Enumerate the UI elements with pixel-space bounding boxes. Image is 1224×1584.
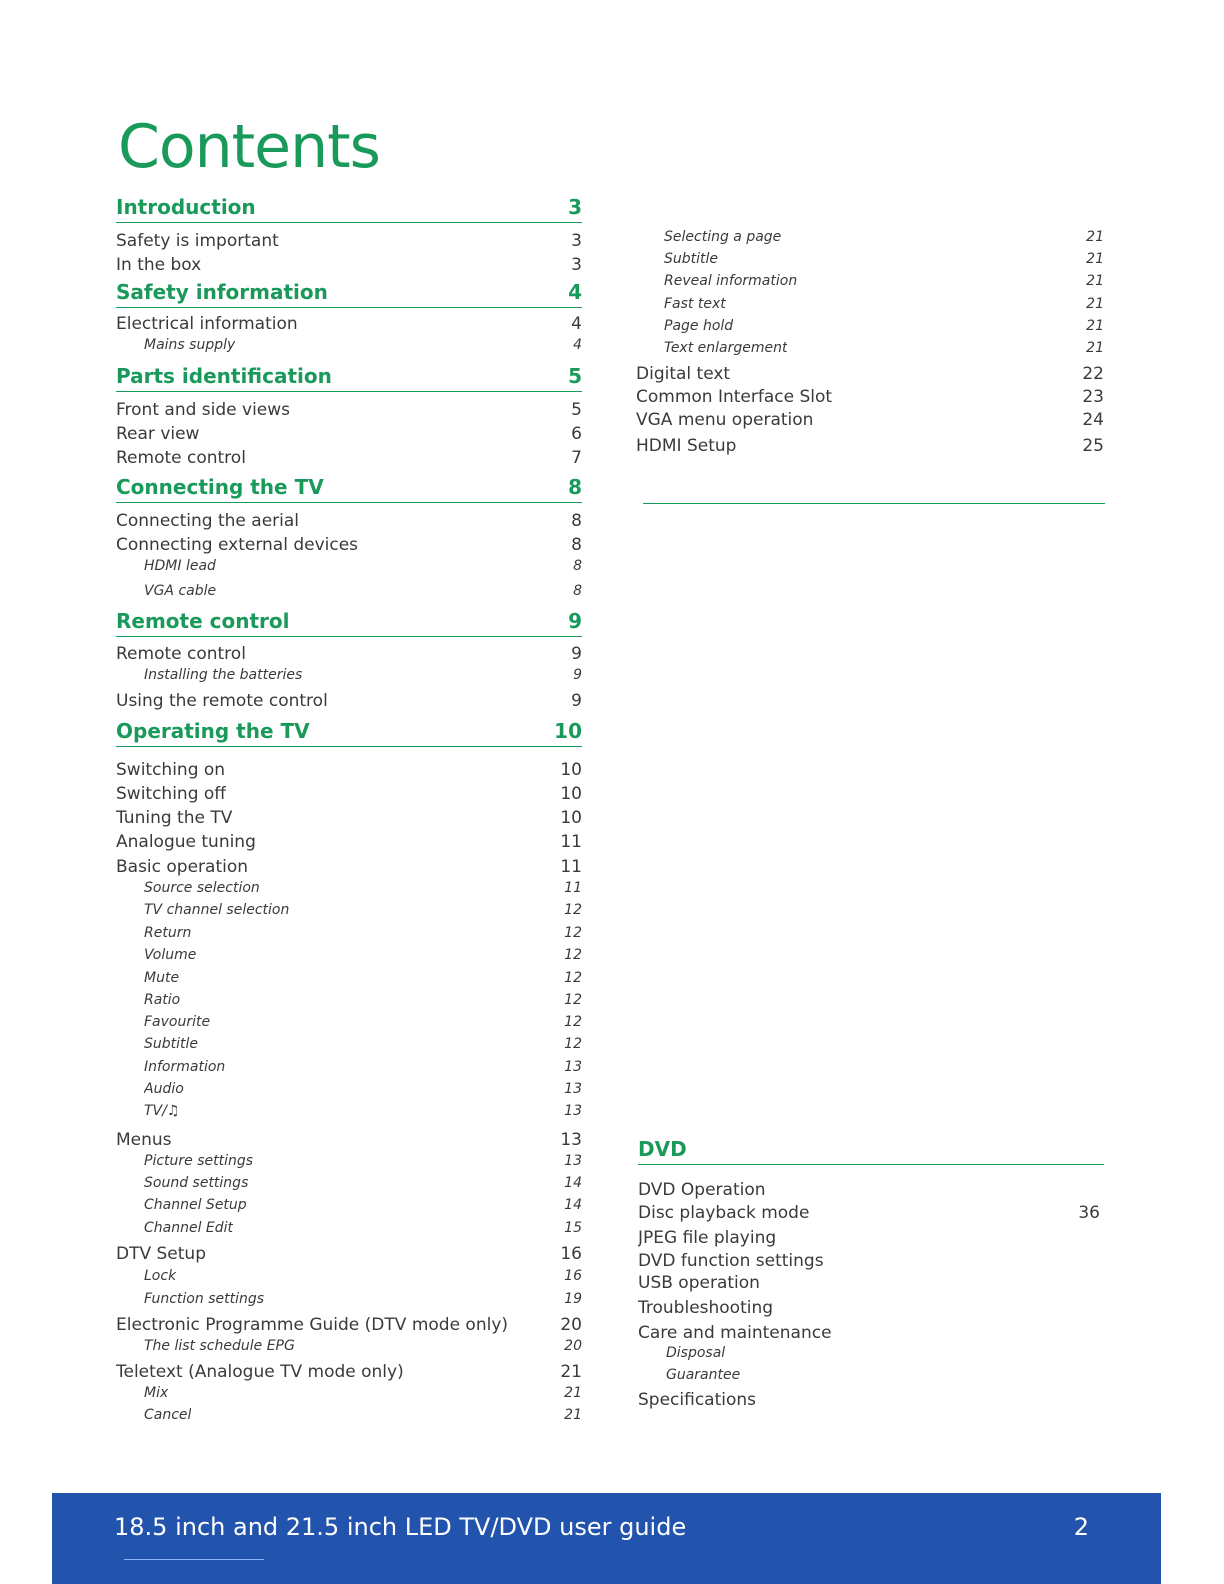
toc-entry-label: Channel Setup	[144, 1197, 247, 1213]
toc-entry[interactable]	[116, 400, 582, 420]
toc-entry-label: Rear view	[116, 424, 200, 444]
toc-entry-label: Subtitle	[664, 251, 719, 267]
toc-entry-page: 12	[564, 1014, 582, 1030]
toc-entry-label: Electronic Programme Guide (DTV mode only)	[116, 1315, 509, 1335]
toc-entry-page: 16	[564, 1268, 582, 1284]
toc-entry-page: 21	[1086, 296, 1104, 312]
footer-title: 18.5 inch and 21.5 inch LED TV/DVD user guide	[114, 1513, 687, 1541]
toc-entry-label: Remote control	[116, 644, 246, 664]
toc-entry-label: DVD function settings	[638, 1251, 824, 1271]
toc-entry-page: 3	[571, 231, 582, 251]
toc-entry-page: 14	[564, 1197, 582, 1213]
toc-entry-page: 19	[564, 1291, 582, 1307]
toc-entry-label: HDMI Setup	[636, 436, 737, 456]
toc-entry-label: Disposal	[666, 1345, 726, 1361]
toc-entry-page: 5	[571, 400, 582, 420]
toc-entry-label: Parts identification	[116, 364, 332, 388]
toc-entry-label: Ratio	[144, 992, 181, 1008]
toc-entry-label: Tuning the TV	[116, 808, 233, 828]
toc-entry-label: Electrical information	[116, 314, 298, 334]
toc-entry-page: 22	[1082, 364, 1104, 384]
toc-subentry[interactable]	[116, 1220, 582, 1236]
toc-subentry[interactable]	[116, 1268, 582, 1284]
toc-entry-label: HDMI lead	[144, 558, 216, 574]
toc-entry-label: In the box	[116, 255, 202, 275]
toc-entry-page: 24	[1082, 410, 1104, 430]
toc-entry-label: JPEG file playing	[638, 1228, 777, 1248]
toc-entry-label: USB operation	[638, 1273, 760, 1293]
toc-entry-page: 8	[571, 535, 582, 555]
toc-entry[interactable]	[636, 387, 1104, 407]
toc-subentry[interactable]	[636, 251, 1104, 267]
footer-link-underline	[124, 1559, 264, 1560]
toc-subentry[interactable]	[116, 1175, 582, 1191]
toc-entry-page: 12	[564, 947, 582, 963]
toc-entry-page: 11	[560, 857, 582, 877]
toc-subentry[interactable]	[116, 337, 582, 353]
toc-entry-label: DVD Operation	[638, 1180, 766, 1200]
toc-entry-label: Selecting a page	[664, 229, 782, 245]
toc-entry-page: 36	[1078, 1203, 1100, 1223]
toc-entry[interactable]	[636, 364, 1104, 384]
toc-entry-page: 8	[573, 558, 582, 574]
toc-entry-label: Fast text	[664, 296, 726, 312]
toc-subentry[interactable]	[116, 902, 582, 918]
toc-entry[interactable]	[636, 436, 1104, 456]
toc-entry-label: Analogue tuning	[116, 832, 256, 852]
toc-entry[interactable]	[116, 314, 582, 334]
toc-subentry[interactable]	[116, 1059, 582, 1075]
toc-entry-label: Function settings	[144, 1291, 265, 1307]
toc-entry-label: Care and maintenance	[638, 1323, 832, 1343]
toc-entry-label: Text enlargement	[664, 340, 788, 356]
toc-entry-label: Information	[144, 1059, 226, 1075]
toc-entry-page: 3	[568, 195, 582, 219]
toc-entry-page: 21	[1086, 251, 1104, 267]
toc-entry-label: Reveal information	[664, 273, 798, 289]
toc-subentry[interactable]	[116, 1014, 582, 1030]
toc-entry-label: TV/♫	[144, 1103, 180, 1119]
toc-entry[interactable]	[116, 644, 582, 664]
toc-subentry[interactable]	[116, 880, 582, 896]
toc-heading[interactable]	[116, 280, 582, 308]
toc-entry-label: Operating the TV	[116, 719, 310, 743]
toc-entry-page: 8	[571, 511, 582, 531]
toc-entry-label: Return	[144, 925, 192, 941]
toc-entry-page: 8	[573, 583, 582, 599]
toc-entry-label: Disc playback mode	[638, 1203, 810, 1223]
toc-entry-page: 6	[571, 424, 582, 444]
toc-entry-label: Mains supply	[144, 337, 236, 353]
toc-entry-label: VGA menu operation	[636, 410, 814, 430]
toc-subentry[interactable]	[116, 1291, 582, 1307]
toc-entry-label: Connecting external devices	[116, 535, 359, 555]
toc-entry[interactable]	[638, 1228, 1100, 1248]
toc-subentry[interactable]	[116, 1407, 582, 1423]
toc-subentry[interactable]	[116, 583, 582, 599]
toc-subentry[interactable]	[116, 1153, 582, 1169]
toc-subentry[interactable]	[116, 1081, 582, 1097]
toc-entry-page: 8	[568, 475, 582, 499]
toc-entry[interactable]	[638, 1273, 1100, 1293]
toc-entry-label: Audio	[144, 1081, 184, 1097]
toc-subentry[interactable]	[116, 947, 582, 963]
toc-entry-label: VGA cable	[144, 583, 217, 599]
toc-entry-page: 13	[564, 1081, 582, 1097]
toc-entry-label: Connecting the aerial	[116, 511, 300, 531]
toc-entry-page: 21	[1086, 318, 1104, 334]
toc-entry-label: Digital text	[636, 364, 731, 384]
toc-entry[interactable]	[116, 832, 582, 852]
toc-entry-page: 10	[560, 784, 582, 804]
toc-entry-page: 13	[564, 1103, 582, 1119]
toc-entry-label: Volume	[144, 947, 197, 963]
toc-entry[interactable]	[116, 1244, 582, 1264]
toc-entry-page: 12	[564, 1036, 582, 1052]
toc-entry-label: Mix	[144, 1385, 169, 1401]
toc-subentry[interactable]	[116, 1197, 582, 1213]
toc-entry[interactable]	[116, 1315, 582, 1335]
toc-entry-page: 12	[564, 925, 582, 941]
toc-entry-page: 13	[564, 1059, 582, 1075]
toc-entry-page: 12	[564, 970, 582, 986]
toc-entry-page: 5	[568, 364, 582, 388]
toc-subentry[interactable]	[638, 1345, 1100, 1361]
toc-entry[interactable]	[116, 784, 582, 804]
toc-entry-label: Channel Edit	[144, 1220, 234, 1236]
toc-entry-page: 4	[571, 314, 582, 334]
toc-entry-page: 20	[564, 1338, 582, 1354]
toc-entry-label: Teletext (Analogue TV mode only)	[116, 1362, 404, 1382]
toc-subentry[interactable]	[116, 925, 582, 941]
toc-subentry[interactable]	[636, 229, 1104, 245]
toc-entry-label: Switching off	[116, 784, 227, 804]
toc-entry-page: 11	[560, 832, 582, 852]
toc-entry-label: Menus	[116, 1130, 172, 1150]
toc-entry-label: Page hold	[664, 318, 734, 334]
toc-entry-page: 11	[564, 880, 582, 896]
footer-bar	[52, 1493, 1161, 1584]
toc-entry-page: 20	[560, 1315, 582, 1335]
toc-entry-page: 21	[560, 1362, 582, 1382]
toc-entry-label: Switching on	[116, 760, 226, 780]
toc-subentry[interactable]	[116, 1385, 582, 1401]
toc-heading[interactable]	[116, 609, 582, 637]
toc-entry-label: TV channel selection	[144, 902, 290, 918]
toc-entry-page: 4	[568, 280, 582, 304]
toc-entry-page: 10	[560, 760, 582, 780]
toc-entry[interactable]	[116, 511, 582, 531]
toc-entry-label: Cancel	[144, 1407, 192, 1423]
toc-entry-label: Mute	[144, 970, 180, 986]
toc-entry-page: 9	[571, 644, 582, 664]
toc-entry[interactable]	[636, 410, 1104, 430]
toc-entry[interactable]	[638, 1298, 1100, 1318]
toc-entry[interactable]	[116, 1130, 582, 1150]
toc-entry-label: Remote control	[116, 448, 246, 468]
toc-subentry[interactable]	[116, 558, 582, 574]
toc-entry[interactable]	[116, 857, 582, 877]
toc-entry-label: Front and side views	[116, 400, 291, 420]
toc-entry-page: 21	[1086, 340, 1104, 356]
toc-subentry[interactable]	[116, 992, 582, 1008]
toc-heading[interactable]	[116, 719, 582, 747]
toc-entry-label: Basic operation	[116, 857, 249, 877]
toc-entry[interactable]	[116, 231, 582, 251]
toc-entry-label: The list schedule EPG	[144, 1338, 295, 1354]
toc-subentry[interactable]	[116, 1103, 582, 1119]
toc-entry[interactable]	[638, 1251, 1100, 1271]
toc-entry-label: DTV Setup	[116, 1244, 206, 1264]
toc-entry-label: Specifications	[638, 1390, 757, 1410]
toc-entry-label: Favourite	[144, 1014, 211, 1030]
toc-subentry[interactable]	[636, 318, 1104, 334]
toc-heading[interactable]	[638, 1137, 1104, 1165]
toc-entry-page: 15	[564, 1220, 582, 1236]
toc-heading[interactable]	[116, 364, 582, 392]
toc-entry[interactable]	[116, 691, 582, 711]
toc-entry-label: Lock	[144, 1268, 177, 1284]
toc-entry-label: DVD	[638, 1137, 687, 1161]
toc-entry-page: 7	[571, 448, 582, 468]
toc-entry[interactable]	[116, 255, 582, 275]
toc-entry-label: Source selection	[144, 880, 260, 896]
toc-entry-page: 10	[554, 719, 582, 743]
toc-entry[interactable]	[638, 1390, 1100, 1410]
toc-entry-page: 13	[564, 1153, 582, 1169]
page-title: Contents	[118, 112, 380, 182]
toc-entry-label: Installing the batteries	[144, 667, 303, 683]
toc-entry-page: 16	[560, 1244, 582, 1264]
toc-subentry[interactable]	[636, 340, 1104, 356]
toc-subentry[interactable]	[638, 1367, 1100, 1383]
toc-subentry[interactable]	[116, 1036, 582, 1052]
toc-entry-page: 13	[560, 1130, 582, 1150]
toc-entry-label: Safety is important	[116, 231, 279, 251]
right-column-divider	[643, 503, 1105, 504]
toc-entry-label: Subtitle	[144, 1036, 199, 1052]
toc-subentry[interactable]	[116, 1338, 582, 1354]
toc-entry-page: 9	[573, 667, 582, 683]
toc-entry-page: 21	[564, 1407, 582, 1423]
toc-entry-page: 3	[571, 255, 582, 275]
toc-entry-label: Introduction	[116, 195, 256, 219]
toc-subentry[interactable]	[116, 667, 582, 683]
toc-entry[interactable]	[116, 424, 582, 444]
toc-entry-page: 25	[1082, 436, 1104, 456]
toc-entry-label: Guarantee	[666, 1367, 741, 1383]
toc-entry-label: Remote control	[116, 609, 290, 633]
toc-entry-label: Safety information	[116, 280, 328, 304]
footer-page-number: 2	[1073, 1513, 1089, 1541]
toc-entry-page: 23	[1082, 387, 1104, 407]
toc-entry[interactable]	[116, 808, 582, 828]
toc-entry-label: Sound settings	[144, 1175, 249, 1191]
toc-entry-page: 21	[564, 1385, 582, 1401]
toc-entry-page: 4	[573, 337, 582, 353]
toc-entry-label: Picture settings	[144, 1153, 254, 1169]
toc-entry-label: Common Interface Slot	[636, 387, 833, 407]
toc-entry-label: Connecting the TV	[116, 475, 324, 499]
toc-heading[interactable]	[116, 475, 582, 503]
toc-entry-page: 12	[564, 902, 582, 918]
toc-entry-page: 10	[560, 808, 582, 828]
toc-entry[interactable]	[116, 448, 582, 468]
toc-entry-page: 9	[571, 691, 582, 711]
toc-entry[interactable]	[116, 1362, 582, 1382]
toc-entry-page: 21	[1086, 229, 1104, 245]
toc-entry-page: 12	[564, 992, 582, 1008]
toc-entry-page: 9	[568, 609, 582, 633]
toc-subentry[interactable]	[116, 970, 582, 986]
toc-entry[interactable]	[638, 1323, 1100, 1343]
toc-subentry[interactable]	[636, 273, 1104, 289]
toc-subentry[interactable]	[636, 296, 1104, 312]
toc-entry[interactable]	[638, 1180, 1100, 1200]
toc-entry[interactable]	[116, 760, 582, 780]
toc-heading[interactable]	[116, 195, 582, 223]
toc-entry-label: Using the remote control	[116, 691, 328, 711]
toc-entry-page: 14	[564, 1175, 582, 1191]
toc-entry-page: 21	[1086, 273, 1104, 289]
toc-entry-label: Troubleshooting	[638, 1298, 774, 1318]
toc-entry[interactable]	[638, 1203, 1100, 1223]
toc-entry[interactable]	[116, 535, 582, 555]
